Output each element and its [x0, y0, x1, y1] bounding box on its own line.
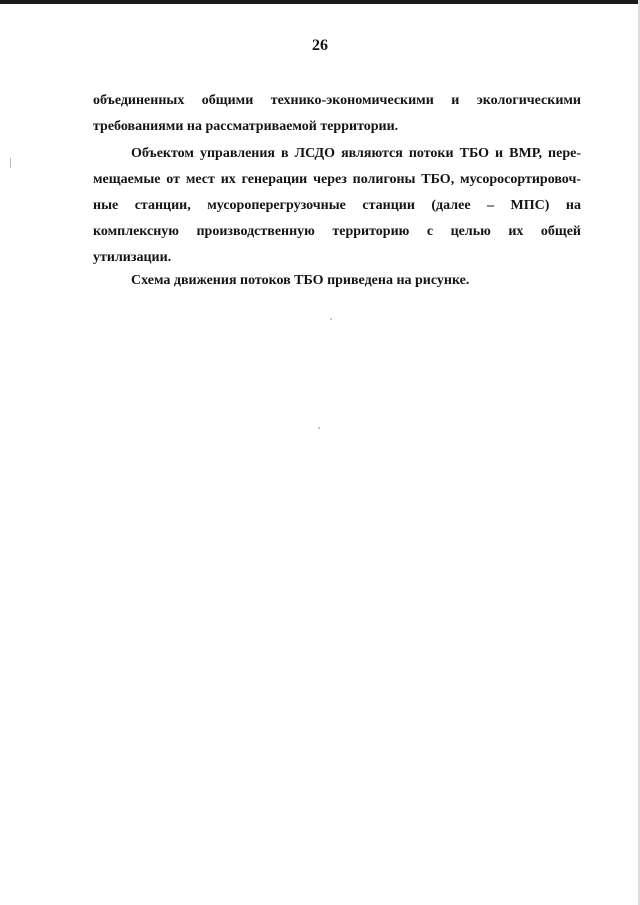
text-line: утилизации. [93, 250, 172, 265]
scan-speck [330, 318, 332, 320]
text-line: требованиями на рассматриваемой территории. [93, 119, 399, 134]
text-line: Объектом управления в ЛСДО являются потоки ТБО и ВМР, пере- [131, 146, 581, 161]
scan-speck [318, 427, 320, 429]
paragraph-2 [93, 141, 581, 271]
text-line: мещаемые от мест их генерации через полигоны ТБО, мусоросортировоч- [93, 172, 581, 187]
paragraph-1 [93, 88, 581, 140]
scan-top-edge [0, 0, 640, 4]
scan-margin-mark [10, 158, 11, 168]
text-line: ные станции, мусороперегрузочные станции (далее – МПС) на [93, 198, 581, 213]
text-line: объединенных общими технико-экономическими и экологическими [93, 93, 581, 108]
paragraph-3 [93, 268, 581, 294]
page-number: 26 [312, 37, 328, 54]
text-line: комплексную производственную территорию с целью их общей [93, 224, 581, 239]
text-line: Схема движения потоков ТБО приведена на рисунке. [131, 273, 470, 288]
